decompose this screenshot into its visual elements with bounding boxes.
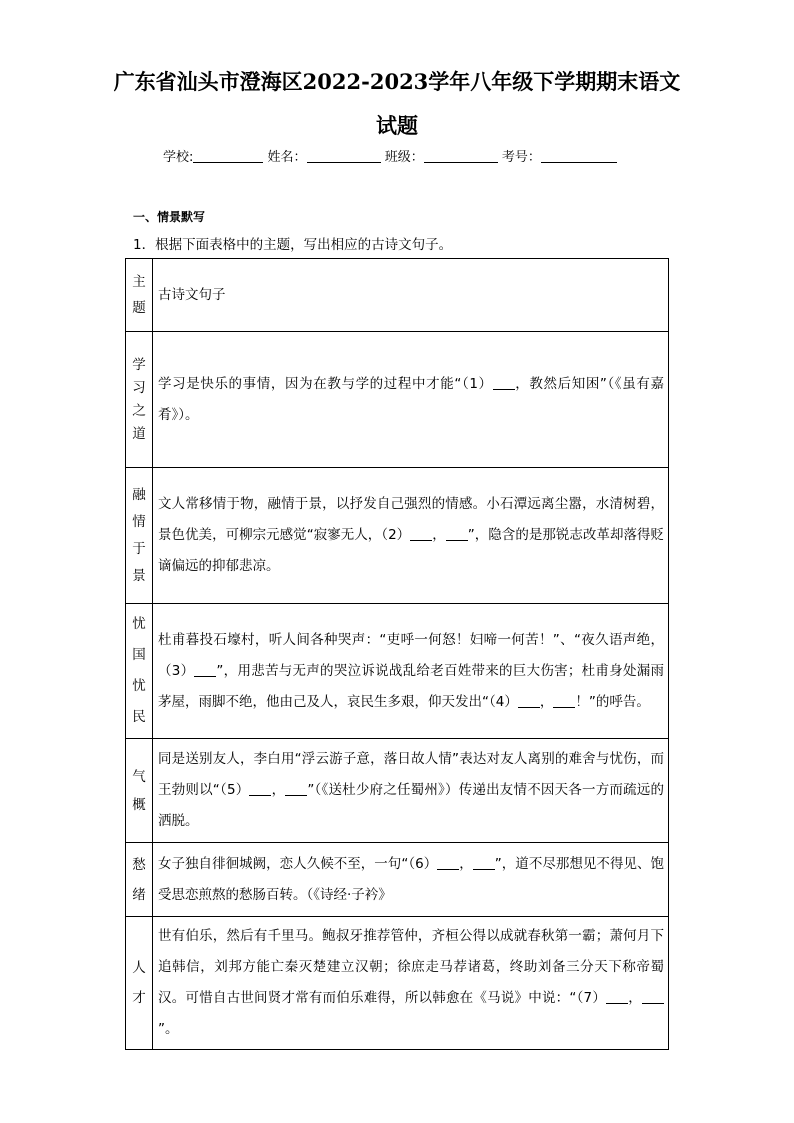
answer-blank-6b[interactable]: [473, 857, 495, 870]
answer-blank-2b[interactable]: [446, 528, 468, 541]
answer-blank-3[interactable]: [194, 664, 216, 677]
theme-header-cell: 主 题: [126, 259, 153, 332]
answer-blank-7b[interactable]: [642, 991, 664, 1004]
content-cell: 同是送别友人，李白用“浮云游子意，落日故人情”表达对友人离别的难舍与忧伤，而王勃则以“（5） ， ”（《送杜少府之任蜀州》）传递出友情不因天各一方而疏远的洒脱。: [153, 739, 669, 843]
school-blank[interactable]: [193, 149, 263, 163]
answer-blank-2a[interactable]: [410, 528, 432, 541]
content-cell: 世有伯乐，然后有千里马。鲍叔牙推荐管仲，齐桓公得以成就春秋第一霸；萧何月下追韩信，刘邦方能亡秦灭楚建立汉朝；徐庶走马荐诸葛，终助刘备三分天下称帝蜀汉。可惜自古世间贤才常有而伯乐难得，所以韩愈在《马说》中说：“（7） ，”。: [153, 917, 669, 1050]
section-heading: 一、情景默写: [133, 210, 206, 224]
table-row-spirit: [126, 739, 669, 843]
student-info-line: [163, 146, 617, 165]
theme-cell: 学 习 之 道: [126, 332, 153, 468]
answer-blank-4a[interactable]: [518, 695, 540, 708]
content-header-cell: 古诗文句子: [153, 259, 669, 332]
class-label: 班级：: [384, 150, 424, 165]
name-blank[interactable]: [307, 149, 381, 163]
school-label: 学校:: [163, 150, 194, 165]
table-header-row: [126, 259, 669, 332]
class-blank[interactable]: [424, 149, 498, 163]
document-title-line2: 试题: [376, 113, 418, 138]
table-row-talent: [126, 917, 669, 1050]
theme-cell: 融 情 于 景: [126, 468, 153, 604]
table-row-sorrow: [126, 843, 669, 917]
answer-blank-6a[interactable]: [437, 857, 459, 870]
exam-number-blank[interactable]: [541, 149, 617, 163]
content-cell: 女子独自徘徊城阙，恋人久候不至，一句“（6） ， ”，道不尽那想见不得见、饱受思恋煎熬的愁肠百转。（《诗经·子衿》: [153, 843, 669, 917]
theme-cell: 人 才: [126, 917, 153, 1050]
answer-blank-1[interactable]: [493, 377, 515, 390]
theme-cell: 忧 国 忧 民: [126, 604, 153, 739]
theme-cell: 气 概: [126, 739, 153, 843]
theme-cell: 愁 绪: [126, 843, 153, 917]
answer-blank-5b[interactable]: [285, 783, 307, 796]
answer-blank-4b[interactable]: [553, 695, 575, 708]
content-cell: 文人常移情于物，融情于景，以抒发自己强烈的情感。小石潭远离尘嚣，水清树碧，景色优美，可柳宗元感觉“寂寥无人，（2） ， ”，隐含的是那锐志改革却落得贬谪偏远的抑郁悲凉。: [153, 468, 669, 604]
content-cell: 杜甫暮投石壕村，听人间各种哭声：“吏呼一何怒！妇啼一何苦！”、“夜久语声绝，（3） ”，用悲苦与无声的哭泣诉说战乱给老百姓带来的巨大伤害；杜甫身处漏雨茅屋，雨脚不绝，他由己及人，哀民生多艰，仰天发出“（4） ， ！”的呼告。: [153, 604, 669, 739]
content-cell: 学习是快乐的事情，因为在教与学的过程中才能“（1） ，教然后知困”（《虽有嘉肴》）。: [153, 332, 669, 468]
table-row-study: [126, 332, 669, 468]
answer-blank-5a[interactable]: [249, 783, 271, 796]
table-row-concern: [126, 604, 669, 739]
document-title-line1: 广东省汕头市澄海区2022-2023学年八年级下学期期末语文: [113, 69, 681, 94]
table-row-scenery: [126, 468, 669, 604]
poetry-table: [125, 258, 669, 1050]
answer-blank-7a[interactable]: [606, 991, 628, 1004]
name-label: 姓名：: [267, 150, 307, 165]
exam-number-label: 考号：: [501, 150, 541, 165]
question-1-prompt: 1．根据下面表格中的主题，写出相应的古诗文句子。: [133, 237, 453, 253]
